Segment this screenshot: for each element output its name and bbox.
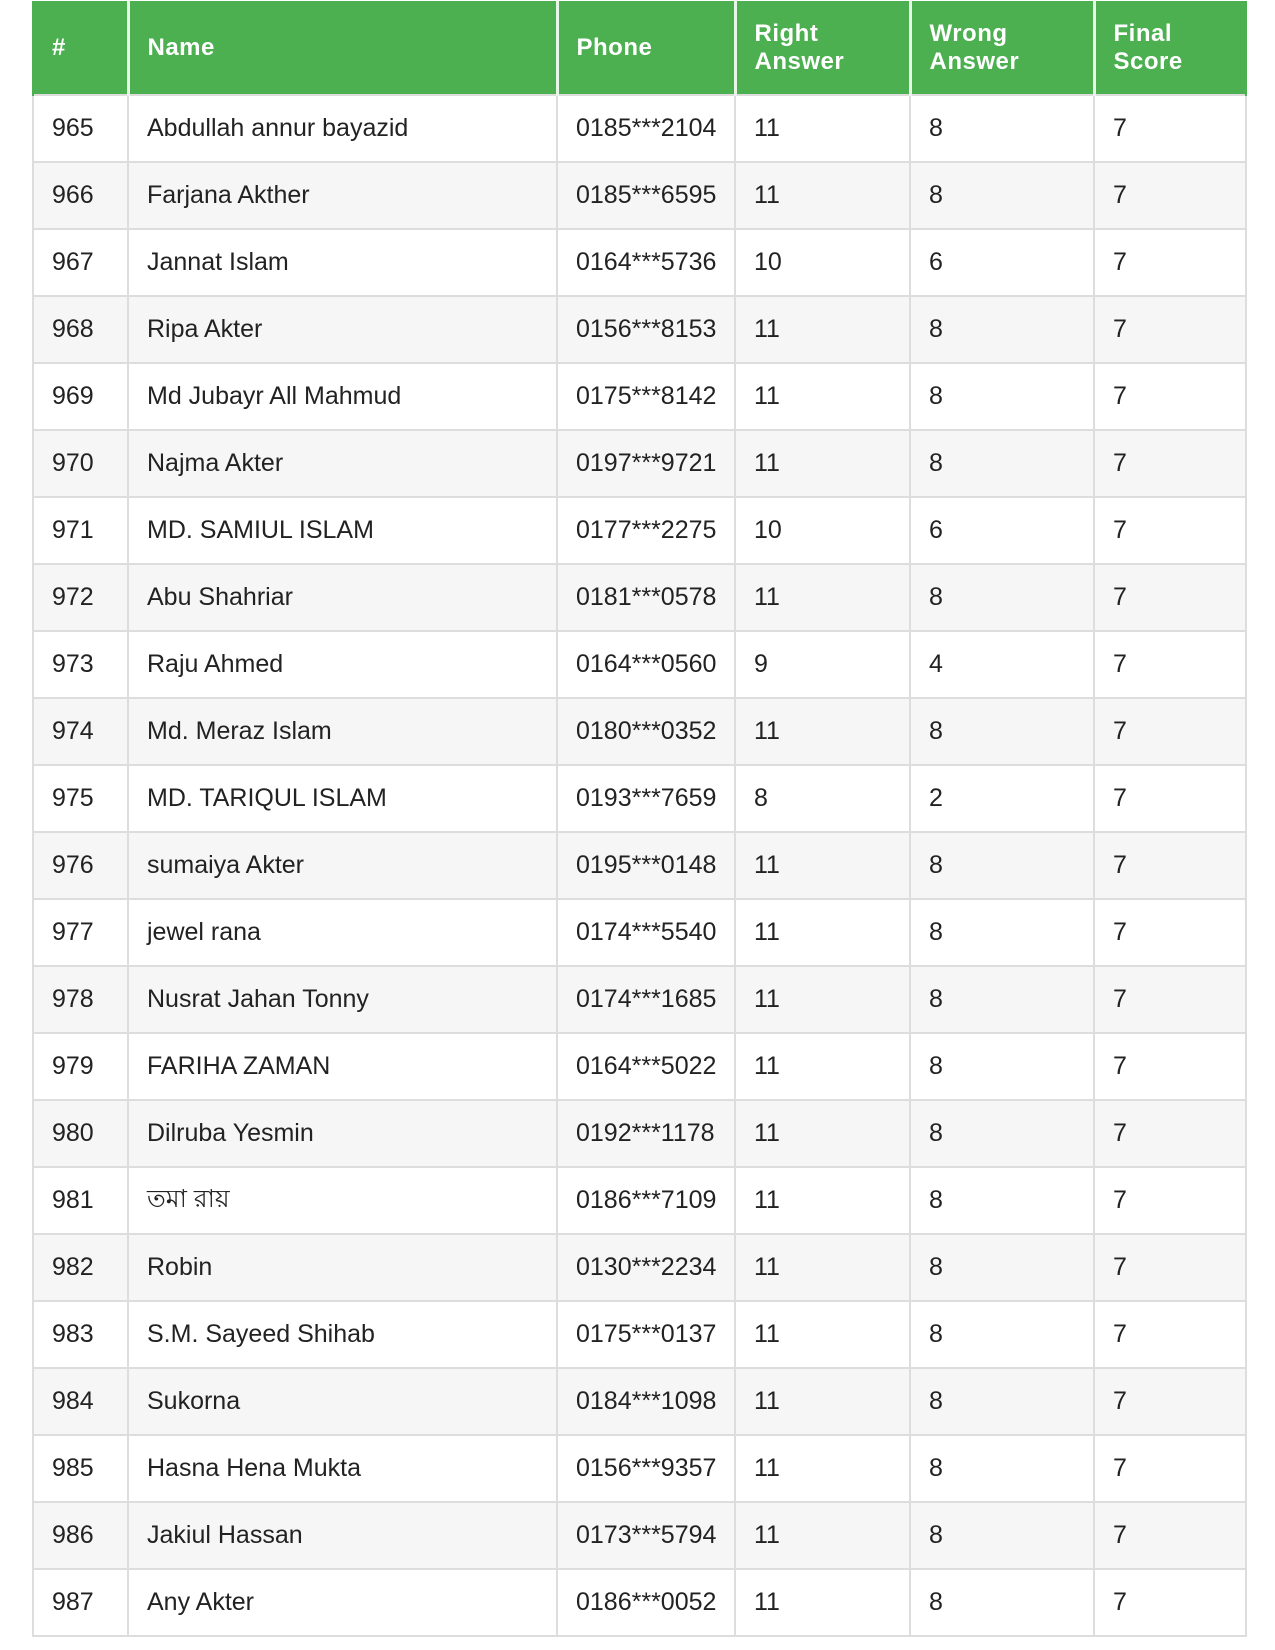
table-row <box>33 1435 1246 1502</box>
cell-final-score: 7 <box>1094 1301 1246 1368</box>
cell-wrong-answer: 8 <box>910 966 1094 1033</box>
cell-phone: 0177***2275 <box>557 497 735 564</box>
cell-name: Raju Ahmed <box>128 631 557 698</box>
cell-number: 977 <box>33 899 128 966</box>
table-row <box>33 1234 1246 1301</box>
table-row <box>33 296 1246 363</box>
cell-number: 965 <box>33 95 128 162</box>
cell-phone: 0164***0560 <box>557 631 735 698</box>
cell-right-answer: 11 <box>735 1100 910 1167</box>
cell-name: Robin <box>128 1234 557 1301</box>
cell-number: 971 <box>33 497 128 564</box>
column-header-phone: Phone <box>557 1 735 95</box>
cell-phone: 0186***0052 <box>557 1569 735 1636</box>
cell-right-answer: 11 <box>735 564 910 631</box>
cell-phone: 0185***2104 <box>557 95 735 162</box>
cell-wrong-answer: 8 <box>910 1033 1094 1100</box>
cell-final-score: 7 <box>1094 899 1246 966</box>
column-header-final-score: Final Score <box>1094 1 1246 95</box>
cell-name: jewel rana <box>128 899 557 966</box>
cell-wrong-answer: 8 <box>910 1301 1094 1368</box>
cell-number: 986 <box>33 1502 128 1569</box>
cell-right-answer: 11 <box>735 1301 910 1368</box>
cell-final-score: 7 <box>1094 229 1246 296</box>
cell-right-answer: 11 <box>735 698 910 765</box>
cell-right-answer: 11 <box>735 296 910 363</box>
table-row <box>33 95 1246 162</box>
cell-final-score: 7 <box>1094 1569 1246 1636</box>
table-row <box>33 1301 1246 1368</box>
cell-phone: 0156***9357 <box>557 1435 735 1502</box>
cell-phone: 0195***0148 <box>557 832 735 899</box>
cell-right-answer: 10 <box>735 229 910 296</box>
cell-wrong-answer: 8 <box>910 1167 1094 1234</box>
cell-right-answer: 11 <box>735 1502 910 1569</box>
cell-phone: 0197***9721 <box>557 430 735 497</box>
cell-phone: 0174***5540 <box>557 899 735 966</box>
cell-name: Ripa Akter <box>128 296 557 363</box>
cell-right-answer: 10 <box>735 497 910 564</box>
cell-name: Abu Shahriar <box>128 564 557 631</box>
cell-final-score: 7 <box>1094 162 1246 229</box>
cell-phone: 0180***0352 <box>557 698 735 765</box>
table-row <box>33 1368 1246 1435</box>
cell-wrong-answer: 4 <box>910 631 1094 698</box>
cell-number: 968 <box>33 296 128 363</box>
cell-wrong-answer: 8 <box>910 899 1094 966</box>
table-row <box>33 229 1246 296</box>
table-row <box>33 899 1246 966</box>
cell-right-answer: 11 <box>735 1033 910 1100</box>
cell-right-answer: 11 <box>735 363 910 430</box>
cell-name: MD. TARIQUL ISLAM <box>128 765 557 832</box>
cell-wrong-answer: 8 <box>910 162 1094 229</box>
cell-number: 980 <box>33 1100 128 1167</box>
cell-final-score: 7 <box>1094 1167 1246 1234</box>
cell-wrong-answer: 8 <box>910 564 1094 631</box>
cell-final-score: 7 <box>1094 631 1246 698</box>
cell-final-score: 7 <box>1094 1100 1246 1167</box>
column-header-number: # <box>33 1 128 95</box>
cell-number: 979 <box>33 1033 128 1100</box>
header-row <box>33 1 1246 95</box>
cell-name: FARIHA ZAMAN <box>128 1033 557 1100</box>
cell-final-score: 7 <box>1094 1033 1246 1100</box>
cell-phone: 0173***5794 <box>557 1502 735 1569</box>
cell-final-score: 7 <box>1094 765 1246 832</box>
cell-final-score: 7 <box>1094 966 1246 1033</box>
cell-phone: 0174***1685 <box>557 966 735 1033</box>
cell-name: MD. SAMIUL ISLAM <box>128 497 557 564</box>
cell-name: Farjana Akther <box>128 162 557 229</box>
cell-right-answer: 11 <box>735 1368 910 1435</box>
cell-right-answer: 11 <box>735 1234 910 1301</box>
table-row <box>33 1569 1246 1636</box>
cell-number: 969 <box>33 363 128 430</box>
cell-right-answer: 11 <box>735 1569 910 1636</box>
cell-wrong-answer: 8 <box>910 1435 1094 1502</box>
cell-phone: 0164***5022 <box>557 1033 735 1100</box>
cell-final-score: 7 <box>1094 1435 1246 1502</box>
results-table <box>32 1 1247 1637</box>
cell-final-score: 7 <box>1094 296 1246 363</box>
cell-right-answer: 11 <box>735 430 910 497</box>
cell-phone: 0130***2234 <box>557 1234 735 1301</box>
cell-name: Jannat Islam <box>128 229 557 296</box>
cell-number: 967 <box>33 229 128 296</box>
cell-name: Md. Meraz Islam <box>128 698 557 765</box>
cell-phone: 0175***8142 <box>557 363 735 430</box>
cell-wrong-answer: 6 <box>910 229 1094 296</box>
cell-number: 966 <box>33 162 128 229</box>
table-row <box>33 631 1246 698</box>
cell-name: Jakiul Hassan <box>128 1502 557 1569</box>
cell-wrong-answer: 8 <box>910 1100 1094 1167</box>
table-row <box>33 966 1246 1033</box>
cell-number: 983 <box>33 1301 128 1368</box>
table-row <box>33 832 1246 899</box>
cell-wrong-answer: 6 <box>910 497 1094 564</box>
cell-name: Any Akter <box>128 1569 557 1636</box>
cell-wrong-answer: 8 <box>910 1234 1094 1301</box>
cell-final-score: 7 <box>1094 95 1246 162</box>
cell-name: Sukorna <box>128 1368 557 1435</box>
cell-number: 984 <box>33 1368 128 1435</box>
table-row <box>33 1100 1246 1167</box>
cell-name: Najma Akter <box>128 430 557 497</box>
table-row <box>33 765 1246 832</box>
cell-phone: 0181***0578 <box>557 564 735 631</box>
table-row <box>33 564 1246 631</box>
cell-wrong-answer: 8 <box>910 296 1094 363</box>
cell-number: 975 <box>33 765 128 832</box>
cell-name: Dilruba Yesmin <box>128 1100 557 1167</box>
column-header-name: Name <box>128 1 557 95</box>
cell-wrong-answer: 8 <box>910 430 1094 497</box>
cell-final-score: 7 <box>1094 1502 1246 1569</box>
cell-right-answer: 8 <box>735 765 910 832</box>
table-row <box>33 1502 1246 1569</box>
cell-name: Hasna Hena Mukta <box>128 1435 557 1502</box>
cell-name: sumaiya Akter <box>128 832 557 899</box>
cell-final-score: 7 <box>1094 1368 1246 1435</box>
cell-final-score: 7 <box>1094 363 1246 430</box>
cell-right-answer: 11 <box>735 1435 910 1502</box>
cell-name: তমা রায় <box>128 1167 557 1234</box>
cell-name: S.M. Sayeed Shihab <box>128 1301 557 1368</box>
cell-right-answer: 11 <box>735 95 910 162</box>
cell-name: Nusrat Jahan Tonny <box>128 966 557 1033</box>
cell-phone: 0186***7109 <box>557 1167 735 1234</box>
cell-phone: 0193***7659 <box>557 765 735 832</box>
table-row <box>33 430 1246 497</box>
cell-number: 985 <box>33 1435 128 1502</box>
cell-final-score: 7 <box>1094 698 1246 765</box>
cell-number: 982 <box>33 1234 128 1301</box>
cell-number: 981 <box>33 1167 128 1234</box>
cell-wrong-answer: 8 <box>910 1368 1094 1435</box>
cell-phone: 0156***8153 <box>557 296 735 363</box>
cell-number: 972 <box>33 564 128 631</box>
cell-phone: 0192***1178 <box>557 1100 735 1167</box>
cell-right-answer: 11 <box>735 899 910 966</box>
cell-number: 974 <box>33 698 128 765</box>
table-row <box>33 162 1246 229</box>
table-row <box>33 698 1246 765</box>
cell-final-score: 7 <box>1094 430 1246 497</box>
cell-final-score: 7 <box>1094 564 1246 631</box>
cell-wrong-answer: 8 <box>910 95 1094 162</box>
cell-wrong-answer: 8 <box>910 363 1094 430</box>
cell-phone: 0184***1098 <box>557 1368 735 1435</box>
cell-right-answer: 11 <box>735 966 910 1033</box>
table-body <box>33 95 1246 1636</box>
cell-wrong-answer: 2 <box>910 765 1094 832</box>
cell-number: 970 <box>33 430 128 497</box>
cell-right-answer: 11 <box>735 832 910 899</box>
cell-final-score: 7 <box>1094 832 1246 899</box>
cell-right-answer: 11 <box>735 162 910 229</box>
cell-right-answer: 11 <box>735 1167 910 1234</box>
cell-wrong-answer: 8 <box>910 1569 1094 1636</box>
table-row <box>33 363 1246 430</box>
cell-number: 978 <box>33 966 128 1033</box>
column-header-wrong-answer: Wrong Answer <box>910 1 1094 95</box>
cell-name: Md Jubayr All Mahmud <box>128 363 557 430</box>
table-row <box>33 497 1246 564</box>
cell-wrong-answer: 8 <box>910 1502 1094 1569</box>
column-header-right-answer: Right Answer <box>735 1 910 95</box>
cell-final-score: 7 <box>1094 1234 1246 1301</box>
cell-phone: 0164***5736 <box>557 229 735 296</box>
table-header <box>33 1 1246 95</box>
cell-phone: 0185***6595 <box>557 162 735 229</box>
cell-phone: 0175***0137 <box>557 1301 735 1368</box>
cell-name: Abdullah annur bayazid <box>128 95 557 162</box>
table-row <box>33 1167 1246 1234</box>
table-row <box>33 1033 1246 1100</box>
cell-wrong-answer: 8 <box>910 698 1094 765</box>
cell-right-answer: 9 <box>735 631 910 698</box>
cell-number: 973 <box>33 631 128 698</box>
cell-number: 987 <box>33 1569 128 1636</box>
cell-wrong-answer: 8 <box>910 832 1094 899</box>
cell-final-score: 7 <box>1094 497 1246 564</box>
cell-number: 976 <box>33 832 128 899</box>
